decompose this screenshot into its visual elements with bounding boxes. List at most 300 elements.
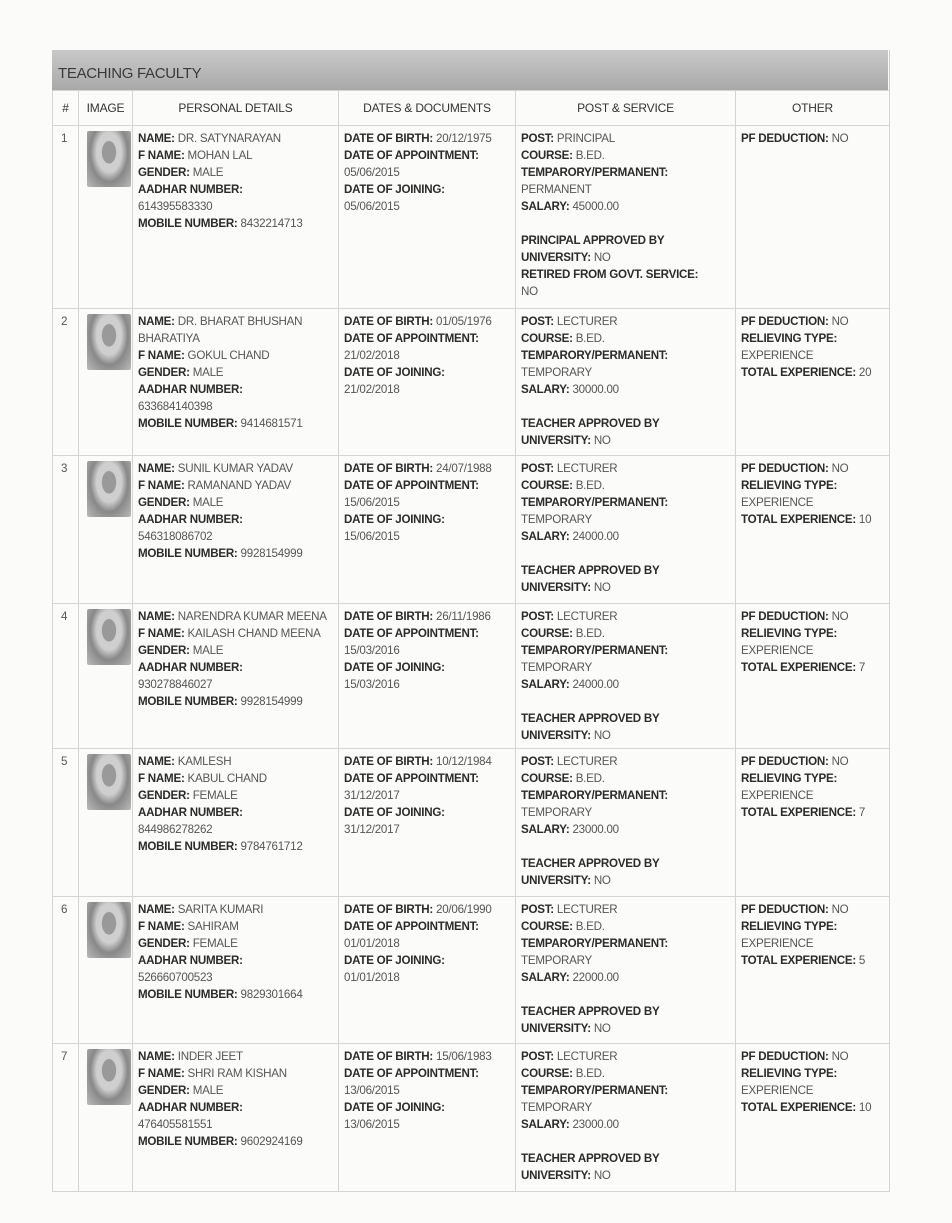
field-label: NAME: [138, 1050, 175, 1063]
field [138, 347, 333, 364]
field-value: 31/12/2017 [344, 789, 400, 802]
field-label: TEMPARORY/PERMANENT: [521, 937, 669, 950]
field [741, 804, 884, 821]
field-value: 30000.00 [572, 383, 619, 396]
field-value: PRINCIPAL [556, 132, 615, 145]
field [521, 528, 730, 545]
field-value: LECTURER [556, 1050, 618, 1063]
field [344, 147, 510, 181]
field-label: TOTAL EXPERIENCE: [741, 513, 856, 526]
row-number: 7 [53, 1044, 79, 1192]
field-label: RELIEVING TYPE: [741, 479, 838, 492]
post-service-cell [516, 897, 736, 1044]
section-title: TEACHING FACULTY [58, 65, 202, 82]
field-label: GENDER: [138, 366, 190, 379]
field-value: 476405581551 [138, 1118, 213, 1131]
table-row [53, 604, 890, 749]
row-number: 3 [53, 456, 79, 604]
field [741, 1099, 884, 1116]
spacer [521, 398, 730, 415]
field [521, 710, 730, 744]
field [138, 659, 333, 693]
field [521, 1082, 730, 1116]
field-value: 01/01/2018 [344, 971, 400, 984]
field-value: EXPERIENCE [741, 789, 814, 802]
col-dates-documents-header: DATES & DOCUMENTS [339, 91, 516, 126]
table-row [53, 897, 890, 1044]
post-service-cell [516, 749, 736, 897]
field [741, 918, 884, 952]
field [741, 608, 884, 625]
field-value: 31/12/2017 [344, 823, 400, 836]
field [521, 562, 730, 596]
field-label: DATE OF JOINING: [344, 513, 445, 526]
field-label: PRINCIPAL APPROVED BY UNIVERSITY: [521, 234, 665, 264]
field-label: F NAME: [138, 627, 185, 640]
field-value: EXPERIENCE [741, 644, 814, 657]
field [521, 1116, 730, 1133]
field-value: SARITA KUMARI [177, 903, 264, 916]
field [138, 770, 333, 787]
field-label: POST: [521, 132, 554, 145]
other-cell [736, 749, 890, 897]
field-value: 8432214713 [240, 217, 303, 230]
field-label: PF DEDUCTION: [741, 755, 829, 768]
field-label: MOBILE NUMBER: [138, 840, 238, 853]
field-value: NO [831, 315, 849, 328]
field-label: SALARY: [521, 971, 570, 984]
dates-documents-cell [339, 309, 516, 456]
field-value: 21/02/2018 [344, 383, 400, 396]
field-value: NO [593, 729, 611, 742]
field [741, 659, 884, 676]
field [138, 1099, 333, 1133]
field-value: KAMLESH [177, 755, 232, 768]
field-value: NO [831, 755, 849, 768]
field-label: DATE OF APPOINTMENT: [344, 627, 479, 640]
field-value: 20/12/1975 [436, 132, 492, 145]
field-label: TEACHER APPROVED BY UNIVERSITY: [521, 417, 660, 447]
field-label: TOTAL EXPERIENCE: [741, 954, 856, 967]
field [344, 901, 510, 918]
image-cell [79, 456, 133, 604]
field-label: AADHAR NUMBER: [138, 661, 243, 674]
personal-details-cell [133, 604, 339, 749]
field [344, 477, 510, 511]
field-label: TEMPARORY/PERMANENT: [521, 1084, 669, 1097]
field [344, 460, 510, 477]
field [138, 511, 333, 545]
field-label: TEMPARORY/PERMANENT: [521, 496, 669, 509]
field-label: COURSE: [521, 772, 573, 785]
field-label: DATE OF APPOINTMENT: [344, 920, 479, 933]
field [521, 770, 730, 787]
field-label: F NAME: [138, 349, 185, 362]
field-label: DATE OF JOINING: [344, 661, 445, 674]
field-label: NAME: [138, 132, 175, 145]
field-value: LECTURER [556, 610, 618, 623]
field [521, 494, 730, 528]
field [138, 642, 333, 659]
field-label: MOBILE NUMBER: [138, 695, 238, 708]
table-row [53, 456, 890, 604]
field-label: TEMPARORY/PERMANENT: [521, 166, 669, 179]
field-value: NO [831, 903, 849, 916]
field-label: AADHAR NUMBER: [138, 1101, 243, 1114]
field-label: COURSE: [521, 920, 573, 933]
row-number: 2 [53, 309, 79, 456]
field-label: TEACHER APPROVED BY UNIVERSITY: [521, 564, 660, 594]
faculty-photo [87, 902, 131, 958]
field [741, 901, 884, 918]
spacer [521, 693, 730, 710]
field [344, 364, 510, 398]
field-label: POST: [521, 610, 554, 623]
field-value: 26/11/1986 [436, 610, 491, 623]
field-value: MALE [192, 644, 224, 657]
field-value: 5 [858, 954, 866, 967]
field-label: TEACHER APPROVED BY UNIVERSITY: [521, 1152, 660, 1182]
field-label: DATE OF BIRTH: [344, 903, 434, 916]
field-value: 9829301664 [240, 988, 303, 1001]
field-value: B.ED. [575, 627, 605, 640]
field-value: B.ED. [575, 479, 605, 492]
field [344, 313, 510, 330]
field [521, 381, 730, 398]
field [521, 147, 730, 164]
personal-details-cell [133, 749, 339, 897]
col-image-header: IMAGE [79, 91, 133, 126]
field [138, 477, 333, 494]
field-label: DATE OF BIRTH: [344, 755, 434, 768]
field-value: 21/02/2018 [344, 349, 400, 362]
field [138, 1133, 333, 1150]
field [521, 477, 730, 494]
field-value: FEMALE [192, 937, 238, 950]
field [741, 770, 884, 804]
field-value: DR. BHARAT BHUSHAN BHARATIYA [138, 315, 303, 345]
field [138, 935, 333, 952]
field-value: TEMPORARY [521, 954, 592, 967]
field-value: 45000.00 [572, 200, 619, 213]
field [741, 753, 884, 770]
field [521, 415, 730, 449]
field-label: GENDER: [138, 166, 190, 179]
field-value: 01/01/2018 [344, 937, 400, 950]
field [521, 821, 730, 838]
field-value: 23000.00 [572, 1118, 619, 1131]
field-label: AADHAR NUMBER: [138, 954, 243, 967]
field-value: 20/06/1990 [436, 903, 492, 916]
field [138, 147, 333, 164]
field-label: MOBILE NUMBER: [138, 1135, 238, 1148]
faculty-photo [87, 1049, 131, 1105]
field [138, 625, 333, 642]
post-service-cell [516, 309, 736, 456]
faculty-photo [87, 131, 131, 187]
field-value: 05/06/2015 [344, 166, 400, 179]
field-label: F NAME: [138, 149, 185, 162]
field-value: PERMANENT [521, 183, 592, 196]
field [521, 266, 730, 300]
field-value: B.ED. [575, 920, 605, 933]
field-label: MOBILE NUMBER: [138, 988, 238, 1001]
field-value: LECTURER [556, 315, 618, 328]
image-cell [79, 1044, 133, 1192]
field [138, 164, 333, 181]
field-label: GENDER: [138, 644, 190, 657]
field-label: DATE OF JOINING: [344, 954, 445, 967]
faculty-table [52, 90, 890, 1192]
field [344, 1099, 510, 1133]
table-row [53, 1044, 890, 1192]
field-value: 01/05/1976 [436, 315, 492, 328]
field [521, 1003, 730, 1037]
field-label: COURSE: [521, 332, 573, 345]
row-number: 6 [53, 897, 79, 1044]
field-value: KAILASH CHAND MEENA [187, 627, 321, 640]
field [741, 477, 884, 511]
col-personal-details-header: PERSONAL DETAILS [133, 91, 339, 126]
field-value: MOHAN LAL [187, 149, 253, 162]
field-label: NAME: [138, 462, 175, 475]
field-value: 9928154999 [240, 547, 303, 560]
field [344, 511, 510, 545]
field [138, 364, 333, 381]
field-value: DR. SATYNARAYAN [177, 132, 281, 145]
field-label: DATE OF APPOINTMENT: [344, 149, 479, 162]
field-label: NAME: [138, 903, 175, 916]
field-value: 9928154999 [240, 695, 303, 708]
field-value: NO [593, 434, 611, 447]
field-label: DATE OF BIRTH: [344, 132, 434, 145]
field-value: 15/06/2015 [344, 530, 400, 543]
field-value: 24000.00 [572, 678, 619, 691]
spacer [521, 838, 730, 855]
field-label: DATE OF BIRTH: [344, 315, 434, 328]
field-label: PF DEDUCTION: [741, 610, 829, 623]
field-value: 614395583330 [138, 200, 213, 213]
field-value: NO [593, 581, 611, 594]
field [344, 1065, 510, 1099]
field [344, 659, 510, 693]
dates-documents-cell [339, 749, 516, 897]
field-label: TEACHER APPROVED BY UNIVERSITY: [521, 712, 660, 742]
field-value: 13/06/2015 [344, 1084, 400, 1097]
field [521, 130, 730, 147]
field-label: NAME: [138, 610, 175, 623]
dates-documents-cell [339, 456, 516, 604]
field-value: MALE [192, 496, 224, 509]
image-cell [79, 897, 133, 1044]
field-value: 9784761712 [240, 840, 303, 853]
field-label: NAME: [138, 315, 175, 328]
field-label: RELIEVING TYPE: [741, 1067, 838, 1080]
field-value: EXPERIENCE [741, 1084, 814, 1097]
post-service-cell [516, 456, 736, 604]
field-value: INDER JEET [177, 1050, 243, 1063]
field [521, 198, 730, 215]
field-label: TOTAL EXPERIENCE: [741, 366, 856, 379]
field-value: NO [831, 132, 849, 145]
field [138, 1048, 333, 1065]
field-label: GENDER: [138, 937, 190, 950]
field [138, 918, 333, 935]
field-label: DATE OF JOINING: [344, 1101, 445, 1114]
personal-details-cell [133, 897, 339, 1044]
field-value: 15/03/2016 [344, 678, 400, 691]
personal-details-cell [133, 309, 339, 456]
field [344, 804, 510, 838]
row-number: 4 [53, 604, 79, 749]
field [741, 460, 884, 477]
table-row [53, 126, 890, 309]
field-value: 7 [858, 661, 866, 674]
field-value: 20 [858, 366, 872, 379]
field-value: EXPERIENCE [741, 349, 814, 362]
field-label: COURSE: [521, 1067, 573, 1080]
field [521, 347, 730, 381]
field-value: NO [593, 874, 611, 887]
field [138, 986, 333, 1003]
field-label: DATE OF JOINING: [344, 183, 445, 196]
field-value: NO [521, 285, 538, 298]
field [521, 232, 730, 266]
field [344, 770, 510, 804]
field-label: SALARY: [521, 1118, 570, 1131]
field [138, 952, 333, 986]
field-label: COURSE: [521, 479, 573, 492]
field-label: DATE OF APPOINTMENT: [344, 1067, 479, 1080]
field-value: LECTURER [556, 903, 618, 916]
field-label: DATE OF BIRTH: [344, 1050, 434, 1063]
field [521, 753, 730, 770]
field-label: RELIEVING TYPE: [741, 920, 838, 933]
field-label: PF DEDUCTION: [741, 315, 829, 328]
field-value: 15/06/2015 [344, 496, 400, 509]
field-label: AADHAR NUMBER: [138, 183, 243, 196]
field-label: F NAME: [138, 772, 185, 785]
other-cell [736, 897, 890, 1044]
field-label: SALARY: [521, 678, 570, 691]
col-number-header: # [53, 91, 79, 126]
table-header-row [53, 91, 890, 126]
field-value: NO [593, 1022, 611, 1035]
field-value: 23000.00 [572, 823, 619, 836]
field-label: RELIEVING TYPE: [741, 332, 838, 345]
field-label: NAME: [138, 755, 175, 768]
image-cell [79, 309, 133, 456]
field-label: MOBILE NUMBER: [138, 217, 238, 230]
field [138, 753, 333, 770]
field [138, 1065, 333, 1082]
field-value: GOKUL CHAND [187, 349, 270, 362]
field [741, 1065, 884, 1099]
field [741, 952, 884, 969]
field-label: SALARY: [521, 530, 570, 543]
field [741, 1048, 884, 1065]
field-label: PF DEDUCTION: [741, 132, 829, 145]
field-value: B.ED. [575, 332, 605, 345]
field-label: COURSE: [521, 149, 573, 162]
field-label: AADHAR NUMBER: [138, 383, 243, 396]
field [344, 625, 510, 659]
field [521, 1065, 730, 1082]
field-label: GENDER: [138, 1084, 190, 1097]
field-label: SALARY: [521, 200, 570, 213]
field [344, 952, 510, 986]
field [138, 494, 333, 511]
other-cell [736, 309, 890, 456]
field-value: 24000.00 [572, 530, 619, 543]
field-value: 05/06/2015 [344, 200, 400, 213]
field-value: 546318086702 [138, 530, 213, 543]
field [138, 787, 333, 804]
field [521, 164, 730, 198]
field-value: 24/07/1988 [436, 462, 492, 475]
field-label: DATE OF JOINING: [344, 806, 445, 819]
field-label: TOTAL EXPERIENCE: [741, 806, 856, 819]
spacer [521, 1133, 730, 1150]
field-value: SHRI RAM KISHAN [187, 1067, 287, 1080]
field [741, 330, 884, 364]
field-label: POST: [521, 315, 554, 328]
dates-documents-cell [339, 604, 516, 749]
field-value: 526660700523 [138, 971, 213, 984]
field-label: DATE OF APPOINTMENT: [344, 332, 479, 345]
field-label: TOTAL EXPERIENCE: [741, 1101, 856, 1114]
field-label: F NAME: [138, 479, 185, 492]
field [138, 381, 333, 415]
field-value: 10 [858, 513, 872, 526]
dates-documents-cell [339, 897, 516, 1044]
field-value: 9602924169 [240, 1135, 303, 1148]
field-label: PF DEDUCTION: [741, 903, 829, 916]
col-other-header: OTHER [736, 91, 890, 126]
field-label: PF DEDUCTION: [741, 462, 829, 475]
faculty-photo [87, 314, 131, 370]
field-value: NO [831, 462, 849, 475]
field [138, 313, 333, 347]
field-value: MALE [192, 1084, 224, 1097]
field [521, 642, 730, 676]
table-row [53, 749, 890, 897]
field-label: F NAME: [138, 920, 185, 933]
other-cell [736, 456, 890, 604]
field-label: PF DEDUCTION: [741, 1050, 829, 1063]
field-value: 9414681571 [240, 417, 303, 430]
field [741, 511, 884, 528]
row-number: 5 [53, 749, 79, 897]
field [344, 753, 510, 770]
field [138, 608, 333, 625]
field-value: 10/12/1984 [436, 755, 492, 768]
field-value: 7 [858, 806, 866, 819]
field-value: NO [831, 610, 849, 623]
field [138, 901, 333, 918]
col-post-service-header: POST & SERVICE [516, 91, 736, 126]
field-value: NARENDRA KUMAR MEENA [177, 610, 327, 623]
field-value: EXPERIENCE [741, 496, 814, 509]
personal-details-cell [133, 456, 339, 604]
field-value: TEMPORARY [521, 366, 592, 379]
field [521, 901, 730, 918]
field-label: COURSE: [521, 627, 573, 640]
field-label: DATE OF APPOINTMENT: [344, 772, 479, 785]
field-value: LECTURER [556, 755, 618, 768]
field [138, 693, 333, 710]
field-value: LECTURER [556, 462, 618, 475]
